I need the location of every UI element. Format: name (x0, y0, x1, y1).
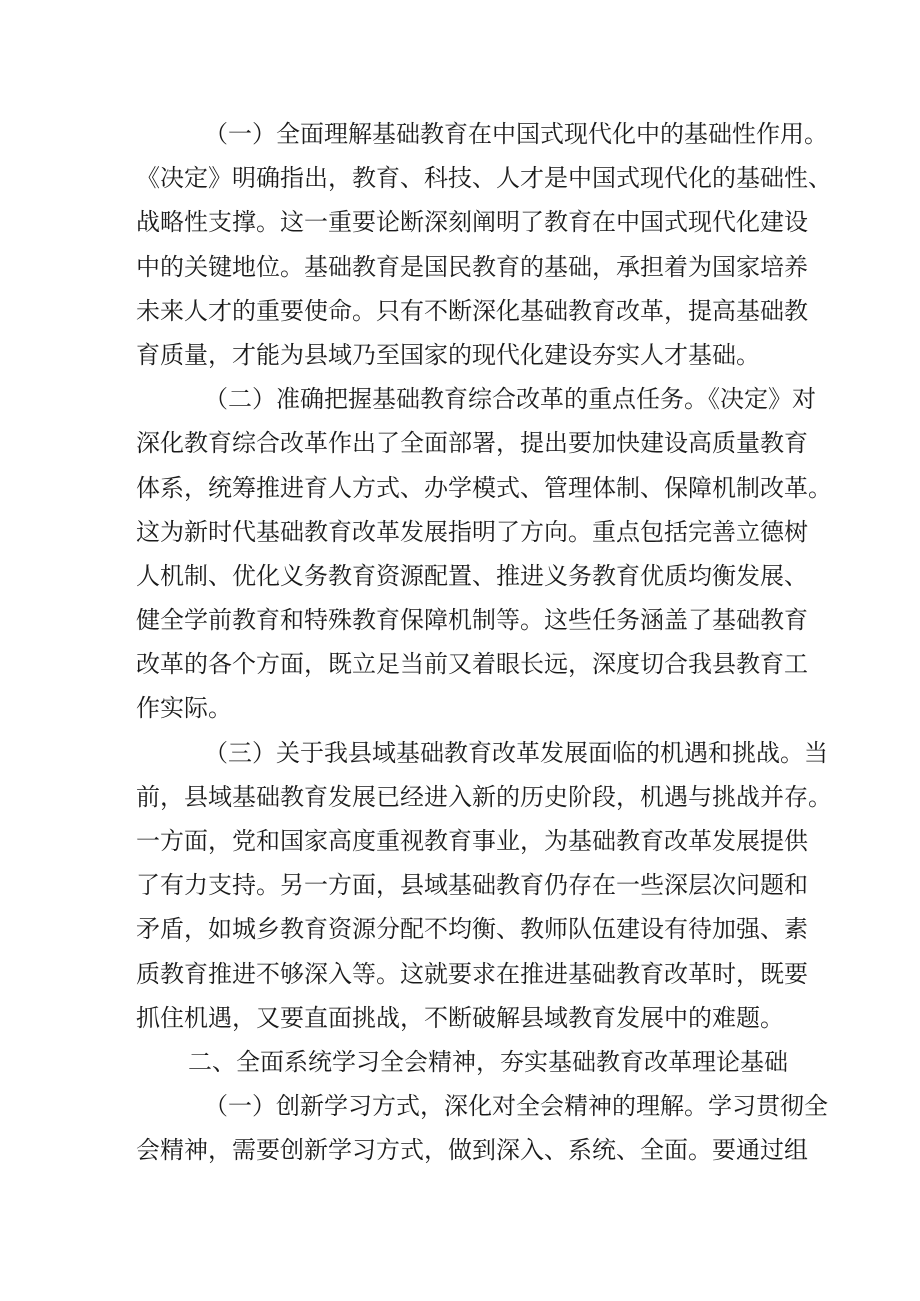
paragraph-2-line-1: （二）准确把握基础教育综合改革的重点任务。《决定》对 (204, 385, 816, 414)
paragraph-3-line-4: 了有力支持。另一方面，县域基础教育仍存在一些深层次问题和 (136, 871, 808, 900)
paragraph-1-line-6: 育质量，才能为县域乃至国家的现代化建设夯实人才基础。 (136, 340, 760, 369)
paragraph-3-line-5: 矛盾，如城乡教育资源分配不均衡、教师队伍建设有待加强、素 (136, 915, 808, 944)
paragraph-2-line-4: 这为新时代基础教育改革发展指明了方向。重点包括完善立德树 (136, 517, 808, 546)
paragraph-1-line-1: （一）全面理解基础教育在中国式现代化中的基础性作用。 (204, 120, 828, 148)
paragraph-2-line-2: 深化教育综合改革作出了全面部署，提出要加快建设高质量教育 (136, 429, 808, 458)
paragraph-4-line-1: （一）创新学习方式，深化对全会精神的理解。学习贯彻全 (204, 1092, 828, 1121)
paragraph-3-line-7: 抓住机遇，又要直面挑战，不断破解县域教育发展中的难题。 (136, 1003, 784, 1032)
paragraph-1-line-5: 未来人才的重要使命。只有不断深化基础教育改革，提高基础教 (136, 296, 808, 325)
paragraph-3-line-1: （三）关于我县域基础教育改革发展面临的机遇和挑战。当 (204, 738, 828, 767)
document-body (136, 112, 832, 1173)
paragraph-2-line-8: 作实际。 (136, 694, 232, 723)
paragraph-2-line-5: 人机制、优化义务教育资源配置、推进义务教育优质均衡发展、 (136, 561, 808, 590)
paragraph-3-line-2: 前，县域基础教育发展已经进入新的历史阶段，机遇与挑战并存。 (136, 782, 832, 811)
paragraph-3-line-6: 质教育推进不够深入等。这就要求在推进基础教育改革时，既要 (136, 959, 808, 988)
paragraph-1-line-2: 《决定》明确指出，教育、科技、人才是中国式现代化的基础性、 (136, 164, 832, 193)
paragraph-1-line-3: 战略性支撑。这一重要论断深刻阐明了教育在中国式现代化建设 (136, 208, 808, 237)
paragraph-2-line-3: 体系，统筹推进育人方式、办学模式、管理体制、保障机制改革。 (136, 473, 832, 502)
section-heading: 二、全面系统学习全会精神，夯实基础教育改革理论基础 (188, 1047, 788, 1076)
paragraph-2-line-6: 健全学前教育和特殊教育保障机制等。这些任务涵盖了基础教育 (136, 606, 808, 635)
paragraph-2-line-7: 改革的各个方面，既立足当前又着眼长远，深度切合我县教育工 (136, 650, 808, 679)
paragraph-1-line-4: 中的关键地位。基础教育是国民教育的基础，承担着为国家培养 (136, 252, 808, 281)
paragraph-3-line-3: 一方面，党和国家高度重视教育事业，为基础教育改革发展提供 (136, 827, 808, 855)
paragraph-4-line-2: 会精神，需要创新学习方式，做到深入、系统、全面。要通过组 (136, 1136, 808, 1165)
